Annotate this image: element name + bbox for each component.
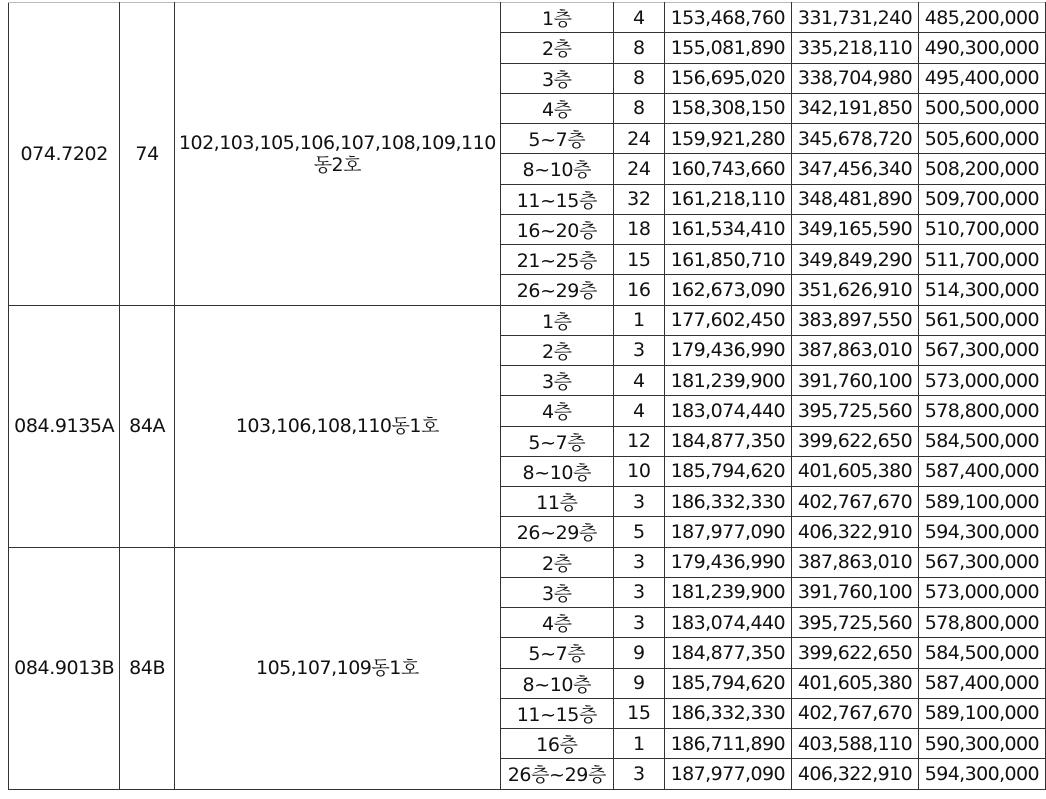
table-row bbox=[9, 305, 1046, 335]
building-price-cell: 402,767,670 bbox=[791, 698, 918, 728]
land-price-cell: 153,468,760 bbox=[664, 3, 791, 33]
building-price-cell: 406,322,910 bbox=[791, 759, 918, 789]
floor-cell: 3층 bbox=[500, 63, 613, 93]
floor-cell: 2층 bbox=[500, 547, 613, 577]
building-price-cell: 395,725,560 bbox=[791, 608, 918, 638]
floor-cell: 26~29층 bbox=[500, 517, 613, 547]
total-price-cell: 594,300,000 bbox=[919, 517, 1046, 547]
floor-cell: 21~25층 bbox=[500, 245, 613, 275]
total-price-cell: 509,700,000 bbox=[919, 184, 1046, 214]
total-price-cell: 567,300,000 bbox=[919, 335, 1046, 365]
land-price-cell: 186,332,330 bbox=[664, 698, 791, 728]
unit-count-cell: 3 bbox=[613, 759, 664, 789]
land-price-cell: 161,218,110 bbox=[664, 184, 791, 214]
floor-cell: 11~15층 bbox=[500, 184, 613, 214]
floor-cell: 26~29층 bbox=[500, 275, 613, 305]
total-price-cell: 510,700,000 bbox=[919, 214, 1046, 244]
building-price-cell: 399,622,650 bbox=[791, 426, 918, 456]
size-cell: 74 bbox=[120, 3, 175, 306]
land-price-cell: 186,711,890 bbox=[664, 729, 791, 759]
unit-count-cell: 3 bbox=[613, 487, 664, 517]
floor-cell: 4층 bbox=[500, 396, 613, 426]
floor-cell: 4층 bbox=[500, 93, 613, 123]
unit-count-cell: 8 bbox=[613, 33, 664, 63]
building-price-cell: 395,725,560 bbox=[791, 396, 918, 426]
total-price-cell: 584,500,000 bbox=[919, 638, 1046, 668]
land-price-cell: 156,695,020 bbox=[664, 63, 791, 93]
size-cell: 84A bbox=[120, 305, 175, 547]
total-price-cell: 508,200,000 bbox=[919, 154, 1046, 184]
unit-count-cell: 8 bbox=[613, 63, 664, 93]
total-price-cell: 587,400,000 bbox=[919, 668, 1046, 698]
land-price-cell: 161,534,410 bbox=[664, 214, 791, 244]
unit-count-cell: 5 bbox=[613, 517, 664, 547]
building-price-cell: 401,605,380 bbox=[791, 668, 918, 698]
building-price-cell: 349,849,290 bbox=[791, 245, 918, 275]
floor-cell: 8~10층 bbox=[500, 154, 613, 184]
land-price-cell: 159,921,280 bbox=[664, 124, 791, 154]
price-table-body bbox=[9, 3, 1046, 790]
building-price-cell: 345,678,720 bbox=[791, 124, 918, 154]
unit-list-cell: 105,107,109동1호 bbox=[174, 547, 500, 789]
building-price-cell: 383,897,550 bbox=[791, 305, 918, 335]
unit-count-cell: 15 bbox=[613, 698, 664, 728]
floor-cell: 5~7층 bbox=[500, 124, 613, 154]
size-cell: 84B bbox=[120, 547, 175, 789]
unit-count-cell: 9 bbox=[613, 638, 664, 668]
building-price-cell: 391,760,100 bbox=[791, 577, 918, 607]
land-price-cell: 187,977,090 bbox=[664, 517, 791, 547]
total-price-cell: 578,800,000 bbox=[919, 396, 1046, 426]
building-price-cell: 399,622,650 bbox=[791, 638, 918, 668]
unit-list-cell: 103,106,108,110동1호 bbox=[174, 305, 500, 547]
total-price-cell: 587,400,000 bbox=[919, 456, 1046, 486]
land-price-cell: 185,794,620 bbox=[664, 456, 791, 486]
floor-cell: 2층 bbox=[500, 33, 613, 63]
floor-cell: 8~10층 bbox=[500, 456, 613, 486]
building-price-cell: 401,605,380 bbox=[791, 456, 918, 486]
land-price-cell: 179,436,990 bbox=[664, 335, 791, 365]
building-price-cell: 331,731,240 bbox=[791, 3, 918, 33]
total-price-cell: 495,400,000 bbox=[919, 63, 1046, 93]
land-price-cell: 179,436,990 bbox=[664, 547, 791, 577]
total-price-cell: 573,000,000 bbox=[919, 577, 1046, 607]
unit-count-cell: 8 bbox=[613, 93, 664, 123]
unit-count-cell: 12 bbox=[613, 426, 664, 456]
floor-cell: 2층 bbox=[500, 335, 613, 365]
housing-type-cell: 084.9135A bbox=[9, 305, 120, 547]
unit-count-cell: 4 bbox=[613, 3, 664, 33]
table-row bbox=[9, 547, 1046, 577]
total-price-cell: 589,100,000 bbox=[919, 698, 1046, 728]
land-price-cell: 158,308,150 bbox=[664, 93, 791, 123]
floor-cell: 16층 bbox=[500, 729, 613, 759]
total-price-cell: 589,100,000 bbox=[919, 487, 1046, 517]
land-price-cell: 181,239,900 bbox=[664, 577, 791, 607]
land-price-cell: 160,743,660 bbox=[664, 154, 791, 184]
unit-count-cell: 24 bbox=[613, 154, 664, 184]
total-price-cell: 505,600,000 bbox=[919, 124, 1046, 154]
building-price-cell: 351,626,910 bbox=[791, 275, 918, 305]
total-price-cell: 594,300,000 bbox=[919, 759, 1046, 789]
land-price-cell: 183,074,440 bbox=[664, 608, 791, 638]
land-price-cell: 181,239,900 bbox=[664, 366, 791, 396]
land-price-cell: 162,673,090 bbox=[664, 275, 791, 305]
unit-count-cell: 9 bbox=[613, 668, 664, 698]
unit-count-cell: 4 bbox=[613, 366, 664, 396]
land-price-cell: 177,602,450 bbox=[664, 305, 791, 335]
total-price-cell: 561,500,000 bbox=[919, 305, 1046, 335]
table-row bbox=[9, 3, 1046, 33]
total-price-cell: 590,300,000 bbox=[919, 729, 1046, 759]
housing-type-cell: 084.9013B bbox=[9, 547, 120, 789]
total-price-cell: 490,300,000 bbox=[919, 33, 1046, 63]
total-price-cell: 584,500,000 bbox=[919, 426, 1046, 456]
unit-count-cell: 32 bbox=[613, 184, 664, 214]
building-price-cell: 387,863,010 bbox=[791, 547, 918, 577]
building-price-cell: 403,588,110 bbox=[791, 729, 918, 759]
building-price-cell: 342,191,850 bbox=[791, 93, 918, 123]
total-price-cell: 567,300,000 bbox=[919, 547, 1046, 577]
unit-count-cell: 24 bbox=[613, 124, 664, 154]
floor-cell: 5~7층 bbox=[500, 638, 613, 668]
unit-count-cell: 18 bbox=[613, 214, 664, 244]
total-price-cell: 511,700,000 bbox=[919, 245, 1046, 275]
land-price-cell: 161,850,710 bbox=[664, 245, 791, 275]
building-price-cell: 349,165,590 bbox=[791, 214, 918, 244]
total-price-cell: 578,800,000 bbox=[919, 608, 1046, 638]
floor-cell: 16~20층 bbox=[500, 214, 613, 244]
unit-count-cell: 1 bbox=[613, 305, 664, 335]
floor-cell: 3층 bbox=[500, 577, 613, 607]
unit-count-cell: 16 bbox=[613, 275, 664, 305]
unit-count-cell: 10 bbox=[613, 456, 664, 486]
building-price-cell: 335,218,110 bbox=[791, 33, 918, 63]
land-price-cell: 185,794,620 bbox=[664, 668, 791, 698]
unit-count-cell: 15 bbox=[613, 245, 664, 275]
total-price-cell: 514,300,000 bbox=[919, 275, 1046, 305]
total-price-cell: 485,200,000 bbox=[919, 3, 1046, 33]
floor-cell: 11~15층 bbox=[500, 698, 613, 728]
unit-count-cell: 4 bbox=[613, 396, 664, 426]
land-price-cell: 186,332,330 bbox=[664, 487, 791, 517]
unit-count-cell: 3 bbox=[613, 608, 664, 638]
floor-cell: 1층 bbox=[500, 3, 613, 33]
total-price-cell: 573,000,000 bbox=[919, 366, 1046, 396]
building-price-cell: 338,704,980 bbox=[791, 63, 918, 93]
building-price-cell: 348,481,890 bbox=[791, 184, 918, 214]
unit-list-cell: 102,103,105,106,107,108,109,110동2호 bbox=[174, 3, 500, 306]
housing-type-cell: 074.7202 bbox=[9, 3, 120, 306]
land-price-cell: 183,074,440 bbox=[664, 396, 791, 426]
building-price-cell: 391,760,100 bbox=[791, 366, 918, 396]
unit-count-cell: 1 bbox=[613, 729, 664, 759]
floor-cell: 1층 bbox=[500, 305, 613, 335]
floor-cell: 4층 bbox=[500, 608, 613, 638]
land-price-cell: 187,977,090 bbox=[664, 759, 791, 789]
building-price-cell: 387,863,010 bbox=[791, 335, 918, 365]
floor-cell: 11층 bbox=[500, 487, 613, 517]
floor-cell: 5~7층 bbox=[500, 426, 613, 456]
land-price-cell: 184,877,350 bbox=[664, 426, 791, 456]
unit-count-cell: 3 bbox=[613, 577, 664, 607]
total-price-cell: 500,500,000 bbox=[919, 93, 1046, 123]
unit-count-cell: 3 bbox=[613, 547, 664, 577]
building-price-cell: 347,456,340 bbox=[791, 154, 918, 184]
price-table bbox=[8, 2, 1046, 790]
building-price-cell: 402,767,670 bbox=[791, 487, 918, 517]
building-price-cell: 406,322,910 bbox=[791, 517, 918, 547]
floor-cell: 26층~29층 bbox=[500, 759, 613, 789]
land-price-cell: 184,877,350 bbox=[664, 638, 791, 668]
floor-cell: 8~10층 bbox=[500, 668, 613, 698]
unit-count-cell: 3 bbox=[613, 335, 664, 365]
land-price-cell: 155,081,890 bbox=[664, 33, 791, 63]
floor-cell: 3층 bbox=[500, 366, 613, 396]
